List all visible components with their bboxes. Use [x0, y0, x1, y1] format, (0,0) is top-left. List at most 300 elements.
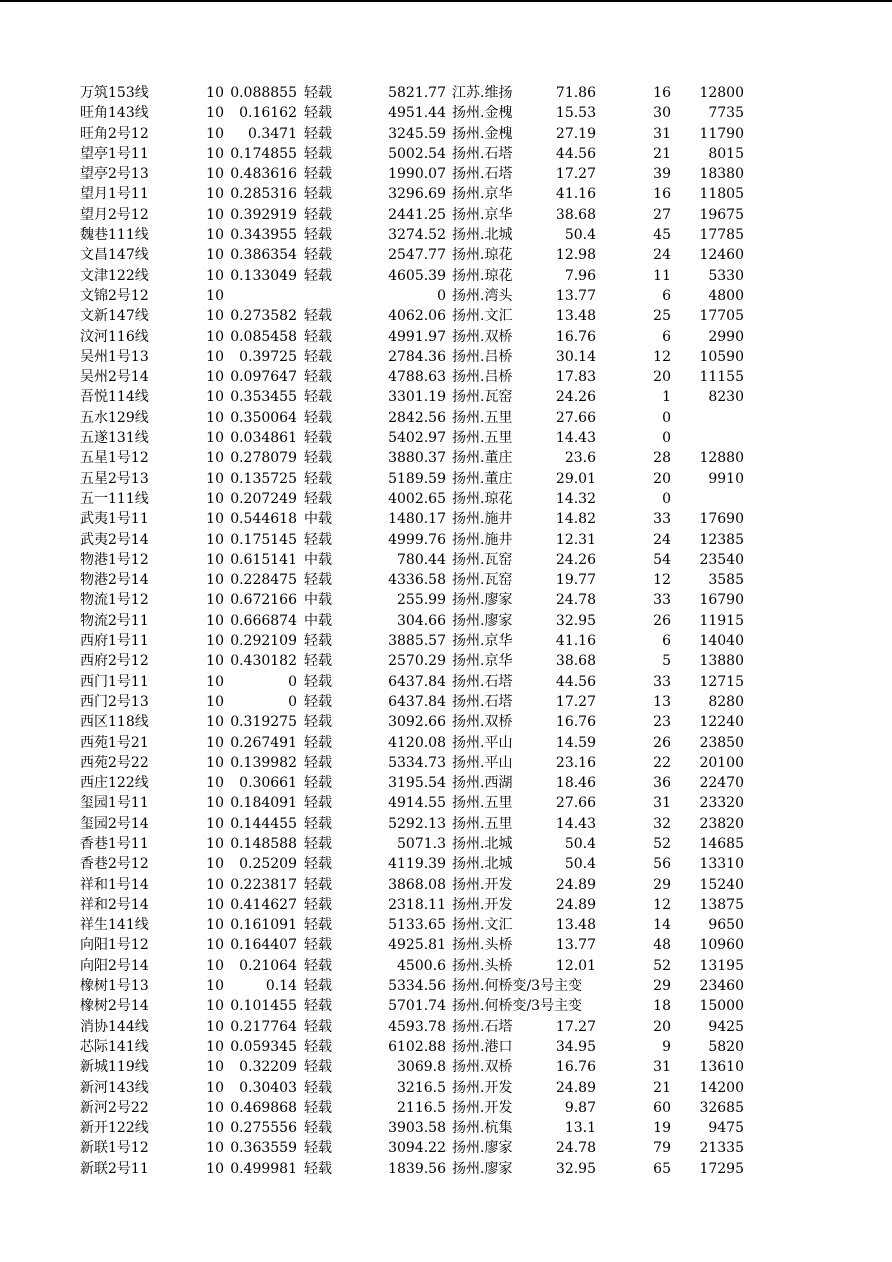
cell-name: 文新147线	[80, 308, 149, 325]
cell-voltage: 10	[206, 1099, 224, 1116]
cell-load-status: 轻载	[304, 369, 332, 386]
cell-substation: 扬州.头桥	[452, 937, 513, 954]
cell-voltage: 10	[206, 673, 224, 690]
table-row	[0, 570, 892, 590]
cell-length: 71.86	[555, 85, 596, 101]
cell-name: 香巷2号12	[80, 856, 149, 873]
cell-kva: 5820	[708, 1038, 744, 1055]
cell-load-status: 轻载	[304, 1018, 332, 1035]
table-row	[0, 347, 892, 367]
cell-voltage: 10	[206, 166, 224, 183]
cell-kva: 9475	[708, 1120, 744, 1137]
cell-count: 20	[653, 1018, 671, 1035]
cell-capacity: 5292.13	[388, 815, 446, 832]
cell-substation: 扬州.石塔	[452, 693, 513, 710]
cell-capacity: 0	[437, 287, 446, 304]
table-row	[0, 692, 892, 712]
cell-load-status: 轻载	[304, 917, 332, 934]
cell-load-ratio: 0.275556	[230, 1120, 297, 1137]
cell-kva: 12880	[699, 450, 744, 467]
cell-load-status: 轻载	[304, 572, 332, 589]
cell-capacity: 1839.56	[388, 1160, 446, 1177]
cell-load-ratio: 0.469868	[230, 1099, 297, 1116]
cell-voltage: 10	[206, 430, 224, 447]
cell-length: 32.95	[555, 612, 596, 629]
cell-load-ratio: 0	[288, 673, 297, 690]
cell-count: 52	[653, 835, 671, 852]
cell-substation: 扬州.杭集	[452, 1120, 513, 1137]
cell-load-ratio: 0.228475	[230, 572, 297, 589]
cell-length: 27.19	[555, 125, 596, 142]
table-row	[0, 854, 892, 874]
cell-capacity: 4002.65	[388, 490, 446, 507]
table-row	[0, 164, 892, 184]
cell-name: 文津122线	[80, 267, 149, 284]
cell-capacity: 4788.63	[388, 369, 446, 386]
cell-name: 五星1号12	[80, 450, 149, 467]
cell-length: 24.78	[555, 1140, 596, 1157]
table-row	[0, 124, 892, 144]
cell-load-ratio: 0.184091	[230, 795, 297, 812]
cell-length: 17.83	[555, 369, 596, 386]
cell-load-status: 轻载	[304, 835, 332, 852]
cell-load-ratio: 0	[288, 693, 297, 710]
cell-count: 33	[653, 673, 671, 690]
cell-load-ratio: 0.097647	[230, 369, 297, 386]
cell-voltage: 10	[206, 1140, 224, 1157]
cell-capacity: 4593.78	[388, 1018, 446, 1035]
cell-length: 27.66	[555, 795, 596, 812]
cell-load-status: 中载	[304, 592, 332, 609]
cell-voltage: 10	[206, 369, 224, 386]
cell-count: 48	[653, 937, 671, 954]
cell-load-ratio: 0.353455	[230, 389, 297, 406]
cell-substation: 扬州.五里	[452, 430, 513, 447]
cell-load-status: 轻载	[304, 166, 332, 183]
table-row	[0, 996, 892, 1016]
cell-load-status: 轻载	[304, 389, 332, 406]
cell-substation: 扬州.北城	[452, 227, 513, 244]
cell-kva: 12385	[699, 531, 744, 548]
cell-substation: 扬州.石塔	[452, 166, 513, 183]
cell-voltage: 10	[206, 267, 224, 284]
cell-kva: 32685	[699, 1099, 744, 1116]
cell-kva: 8015	[708, 145, 744, 162]
cell-substation: 扬州.双桥	[452, 1059, 513, 1076]
cell-capacity: 780.44	[397, 551, 446, 568]
cell-voltage: 10	[206, 633, 224, 650]
table-row	[0, 1057, 892, 1077]
cell-load-status: 轻载	[304, 328, 332, 345]
cell-voltage: 10	[206, 490, 224, 507]
cell-load-ratio: 0.666874	[230, 612, 297, 629]
cell-load-ratio: 0.499981	[230, 1160, 297, 1177]
cell-capacity: 3301.19	[388, 389, 446, 406]
cell-name: 文昌147线	[80, 247, 149, 264]
cell-voltage: 10	[206, 937, 224, 954]
cell-name: 西府1号11	[80, 633, 149, 650]
cell-substation: 扬州.瓦窑	[452, 389, 513, 406]
cell-load-ratio: 0.343955	[230, 227, 297, 244]
cell-load-status: 轻载	[304, 105, 332, 122]
cell-load-ratio: 0.174855	[230, 145, 297, 162]
cell-substation: 扬州.双桥	[452, 328, 513, 345]
cell-name: 旺角143线	[80, 105, 149, 122]
cell-count: 12	[653, 572, 671, 589]
cell-kva: 14685	[699, 835, 744, 852]
cell-voltage: 10	[206, 145, 224, 162]
cell-capacity: 4999.76	[388, 531, 446, 548]
cell-length: 24.89	[555, 1079, 596, 1096]
cell-load-ratio: 0.544618	[230, 511, 297, 528]
cell-capacity: 4120.08	[388, 734, 446, 751]
cell-kva: 12240	[699, 714, 744, 731]
cell-voltage: 10	[206, 125, 224, 142]
cell-voltage: 10	[206, 105, 224, 122]
cell-name: 魏巷111线	[80, 227, 149, 244]
cell-count: 6	[662, 287, 671, 304]
cell-voltage: 10	[206, 693, 224, 710]
cell-capacity: 2318.11	[388, 896, 446, 913]
cell-substation: 扬州.文汇	[452, 917, 513, 934]
cell-load-ratio: 0.217764	[230, 1018, 297, 1035]
cell-kva: 12460	[699, 247, 744, 264]
cell-capacity: 4991.97	[388, 328, 446, 345]
cell-capacity: 1990.07	[388, 166, 446, 183]
cell-count: 31	[653, 125, 671, 142]
cell-load-status: 轻载	[304, 633, 332, 650]
cell-length: 24.26	[555, 389, 596, 406]
cell-name: 向阳2号14	[80, 957, 149, 974]
cell-kva: 2990	[708, 328, 744, 345]
cell-substation: 扬州.京华	[452, 633, 513, 650]
cell-kva: 10960	[699, 937, 744, 954]
cell-substation: 扬州.石塔	[452, 1018, 513, 1035]
cell-count: 31	[653, 795, 671, 812]
cell-kva: 9910	[708, 470, 744, 487]
table-row	[0, 773, 892, 793]
cell-capacity: 4605.39	[388, 267, 446, 284]
cell-voltage: 10	[206, 511, 224, 528]
table-row	[0, 144, 892, 164]
cell-load-status: 轻载	[304, 653, 332, 670]
cell-capacity: 2784.36	[388, 348, 446, 365]
cell-count: 45	[653, 227, 671, 244]
cell-voltage: 10	[206, 227, 224, 244]
cell-count: 30	[653, 105, 671, 122]
cell-load-ratio: 0.164407	[230, 937, 297, 954]
cell-voltage: 10	[206, 1160, 224, 1177]
cell-kva: 14200	[699, 1079, 744, 1096]
cell-voltage: 10	[206, 1038, 224, 1055]
cell-load-ratio: 0.278079	[230, 450, 297, 467]
table-row	[0, 83, 892, 103]
cell-length: 34.95	[555, 1038, 596, 1055]
cell-substation: 扬州.北城	[452, 856, 513, 873]
cell-substation: 扬州.廖家	[452, 612, 513, 629]
table-row	[0, 509, 892, 529]
cell-load-status: 轻载	[304, 937, 332, 954]
cell-count: 29	[653, 978, 671, 995]
cell-length: 24.89	[555, 876, 596, 893]
cell-length: 32.95	[555, 1160, 596, 1177]
cell-load-status: 轻载	[304, 348, 332, 365]
cell-kva: 4800	[708, 287, 744, 304]
cell-length: 23.16	[555, 754, 596, 771]
cell-substation: 扬州.湾头	[452, 287, 513, 304]
cell-count: 12	[653, 896, 671, 913]
table-row	[0, 327, 892, 347]
cell-length: 7.96	[564, 267, 596, 284]
cell-load-ratio: 0.350064	[230, 409, 297, 426]
cell-count: 5	[662, 653, 671, 670]
cell-voltage: 10	[206, 389, 224, 406]
cell-kva: 19675	[699, 206, 744, 223]
cell-length: 14.43	[555, 815, 596, 832]
cell-count: 52	[653, 957, 671, 974]
cell-count: 9	[662, 1038, 671, 1055]
cell-voltage: 10	[206, 754, 224, 771]
cell-kva: 12715	[699, 673, 744, 690]
cell-capacity: 255.99	[397, 592, 446, 609]
cell-name: 向阳1号12	[80, 937, 149, 954]
cell-load-status: 轻载	[304, 267, 332, 284]
cell-kva: 3585	[708, 572, 744, 589]
cell-count: 0	[662, 490, 671, 507]
cell-name: 万筑153线	[80, 85, 149, 101]
cell-capacity: 5334.73	[388, 754, 446, 771]
table-row	[0, 1138, 892, 1158]
cell-voltage: 10	[206, 957, 224, 974]
cell-name: 望亭2号13	[80, 166, 149, 183]
cell-substation: 扬州.五里	[452, 815, 513, 832]
cell-substation: 扬州.石塔	[452, 673, 513, 690]
cell-capacity: 3092.66	[388, 714, 446, 731]
cell-capacity: 3880.37	[388, 450, 446, 467]
cell-kva: 23820	[699, 815, 744, 832]
cell-length: 14.59	[555, 734, 596, 751]
cell-kva: 21335	[699, 1140, 744, 1157]
cell-load-ratio: 0.32209	[239, 1059, 297, 1076]
cell-substation: 扬州.廖家	[452, 1160, 513, 1177]
cell-substation: 扬州.北城	[452, 835, 513, 852]
cell-count: 29	[653, 876, 671, 893]
cell-name: 玺园2号14	[80, 815, 149, 832]
cell-load-status: 轻载	[304, 693, 332, 710]
cell-kva: 7735	[708, 105, 744, 122]
cell-load-ratio: 0.25209	[239, 856, 297, 873]
cell-kva: 13875	[699, 896, 744, 913]
cell-kva: 15240	[699, 876, 744, 893]
cell-substation: 扬州.五里	[452, 409, 513, 426]
cell-substation: 扬州.港口	[452, 1038, 513, 1055]
cell-capacity: 3296.69	[388, 186, 446, 203]
cell-voltage: 10	[206, 186, 224, 203]
cell-name: 消协144线	[80, 1018, 149, 1035]
cell-name: 五水129线	[80, 409, 149, 426]
cell-length: 50.4	[564, 856, 596, 873]
table-row	[0, 408, 892, 428]
cell-name: 五星2号13	[80, 470, 149, 487]
cell-count: 16	[653, 186, 671, 203]
cell-substation: 扬州.吕桥	[452, 348, 513, 365]
cell-count: 65	[653, 1160, 671, 1177]
cell-load-status: 轻载	[304, 247, 332, 264]
cell-name: 五遂131线	[80, 430, 149, 447]
cell-substation: 扬州.何桥变/3号主变	[452, 998, 583, 1015]
cell-kva: 11915	[699, 612, 744, 629]
table-row	[0, 631, 892, 651]
cell-load-ratio: 0.034861	[230, 430, 297, 447]
cell-capacity: 5334.56	[388, 978, 446, 995]
cell-load-ratio: 0.088855	[230, 85, 297, 101]
cell-substation: 扬州.京华	[452, 653, 513, 670]
cell-name: 望月2号12	[80, 206, 149, 223]
cell-count: 18	[653, 998, 671, 1015]
cell-voltage: 10	[206, 1079, 224, 1096]
cell-capacity: 4062.06	[388, 308, 446, 325]
cell-name: 新河143线	[80, 1079, 149, 1096]
cell-load-status: 轻载	[304, 308, 332, 325]
cell-load-status: 中载	[304, 511, 332, 528]
cell-substation: 扬州.开发	[452, 876, 513, 893]
cell-voltage: 10	[206, 572, 224, 589]
cell-kva: 13880	[699, 653, 744, 670]
table-row	[0, 712, 892, 732]
table-row	[0, 611, 892, 631]
cell-length: 13.77	[555, 937, 596, 954]
cell-length: 29.01	[555, 470, 596, 487]
table-row	[0, 1078, 892, 1098]
cell-substation: 扬州.西湖	[452, 775, 513, 792]
table-row	[0, 225, 892, 245]
cell-capacity: 5189.59	[388, 470, 446, 487]
cell-length: 44.56	[555, 145, 596, 162]
cell-substation: 扬州.施井	[452, 511, 513, 528]
cell-voltage: 10	[206, 531, 224, 548]
cell-capacity: 3903.58	[388, 1120, 446, 1137]
cell-name: 新开122线	[80, 1120, 149, 1137]
cell-substation: 扬州.文汇	[452, 308, 513, 325]
cell-name: 西庄122线	[80, 775, 149, 792]
cell-name: 橡树1号13	[80, 978, 149, 995]
table-row	[0, 1098, 892, 1118]
cell-load-status: 轻载	[304, 186, 332, 203]
cell-length: 27.66	[555, 409, 596, 426]
cell-kva: 13610	[699, 1059, 744, 1076]
cell-name: 吾悦114线	[80, 389, 149, 406]
cell-load-status: 轻载	[304, 1140, 332, 1157]
table-row	[0, 875, 892, 895]
cell-substation: 扬州.吕桥	[452, 369, 513, 386]
table-row	[0, 286, 892, 306]
cell-load-ratio: 0.148588	[230, 835, 297, 852]
cell-load-status: 轻载	[304, 1120, 332, 1137]
cell-length: 23.6	[564, 450, 596, 467]
cell-capacity: 4336.58	[388, 572, 446, 589]
cell-kva: 17705	[699, 308, 744, 325]
cell-load-status: 轻载	[304, 998, 332, 1015]
table-row	[0, 1159, 892, 1179]
cell-voltage: 10	[206, 714, 224, 731]
cell-length: 17.27	[555, 1018, 596, 1035]
cell-voltage: 10	[206, 308, 224, 325]
cell-length: 50.4	[564, 835, 596, 852]
cell-voltage: 10	[206, 551, 224, 568]
cell-load-status: 轻载	[304, 430, 332, 447]
cell-length: 38.68	[555, 206, 596, 223]
cell-voltage: 10	[206, 734, 224, 751]
table-row	[0, 733, 892, 753]
cell-name: 西区118线	[80, 714, 149, 731]
cell-voltage: 10	[206, 978, 224, 995]
cell-capacity: 3069.8	[397, 1059, 446, 1076]
cell-substation: 扬州.琼花	[452, 267, 513, 284]
cell-load-status: 轻载	[304, 978, 332, 995]
cell-name: 祥和2号14	[80, 896, 149, 913]
cell-count: 6	[662, 633, 671, 650]
cell-name: 望亭1号11	[80, 145, 149, 162]
cell-length: 30.14	[555, 348, 596, 365]
cell-kva: 18380	[699, 166, 744, 183]
cell-load-status: 轻载	[304, 409, 332, 426]
cell-name: 旺角2号12	[80, 125, 149, 142]
cell-load-ratio: 0.615141	[230, 551, 297, 568]
cell-load-status: 轻载	[304, 896, 332, 913]
cell-length: 17.27	[555, 693, 596, 710]
cell-capacity: 4500.6	[397, 957, 446, 974]
table-row	[0, 184, 892, 204]
cell-count: 79	[653, 1140, 671, 1157]
cell-kva: 13310	[699, 856, 744, 873]
cell-name: 望月1号11	[80, 186, 149, 203]
cell-load-ratio: 0.14	[265, 978, 297, 995]
cell-voltage: 10	[206, 470, 224, 487]
cell-substation: 扬州.董庄	[452, 470, 513, 487]
cell-voltage: 10	[206, 775, 224, 792]
cell-substation: 扬州.廖家	[452, 592, 513, 609]
cell-voltage: 10	[206, 247, 224, 264]
cell-count: 20	[653, 369, 671, 386]
cell-name: 新联2号11	[80, 1160, 149, 1177]
cell-length: 19.77	[555, 572, 596, 589]
cell-load-status: 轻载	[304, 754, 332, 771]
cell-capacity: 6437.84	[388, 673, 446, 690]
cell-voltage: 10	[206, 348, 224, 365]
cell-count: 24	[653, 531, 671, 548]
cell-voltage: 10	[206, 876, 224, 893]
cell-voltage: 10	[206, 612, 224, 629]
cell-kva: 23850	[699, 734, 744, 751]
cell-load-ratio: 0.144455	[230, 815, 297, 832]
cell-kva: 17295	[699, 1160, 744, 1177]
table-row	[0, 1037, 892, 1057]
table-row	[0, 895, 892, 915]
cell-kva: 8230	[708, 389, 744, 406]
cell-capacity: 4914.55	[388, 795, 446, 812]
cell-voltage: 10	[206, 1059, 224, 1076]
cell-name: 西苑1号21	[80, 734, 149, 751]
cell-capacity: 2441.25	[388, 206, 446, 223]
cell-load-status: 轻载	[304, 1099, 332, 1116]
cell-length: 13.1	[564, 1120, 596, 1137]
cell-capacity: 3094.22	[388, 1140, 446, 1157]
cell-voltage: 10	[206, 896, 224, 913]
cell-count: 28	[653, 450, 671, 467]
cell-length: 41.16	[555, 186, 596, 203]
cell-voltage: 10	[206, 328, 224, 345]
cell-load-ratio: 0.161091	[230, 917, 297, 934]
